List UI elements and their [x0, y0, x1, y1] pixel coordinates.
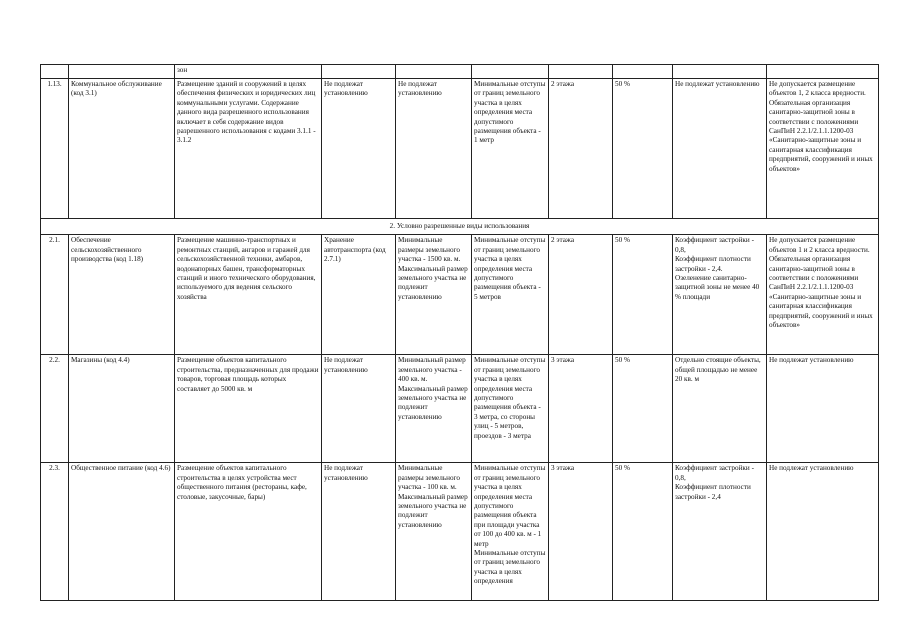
table-row-top — [41, 65, 879, 79]
cell-use-name: Коммунальное обслуживание (код 3.1) — [69, 79, 175, 219]
cell-use-description: Размещение зданий и сооружений в целях обеспечения физических и юридических лиц коммунальными услугами. Содержание данного вида разрешенного использования включает в себя содержание видов разрешенного использования с кодами 3.1.1 - 3.1.2 — [175, 79, 322, 219]
cell-number: 2.2. — [41, 355, 69, 463]
cell-setbacks: Минимальные отступы от границ земельного участка в целях определения места допустимого размещения объекта при площади участка от 100 до 400 кв. м - 1 метр Минимальные отступы от границ земельного участка в целях определения — [472, 463, 549, 601]
cell-auxiliary-use: Хранение автотранспорта (код 2.7.1) — [322, 235, 396, 355]
cell-setbacks: Минимальные отступы от границ земельного участка в целях определения места допустимого размещения объекта - 3 метра, со стороны улиц - 5 метров, проездов - 3 метра — [472, 355, 549, 463]
cell-use-name: Обеспечение сельскохозяйственного производства (код 1.18) — [69, 235, 175, 355]
cell-desc: зон — [175, 65, 322, 79]
cell-setbacks: Минимальные отступы от границ земельного участка в целях определения места допустимого размещения объекта - 1 метр — [472, 79, 549, 219]
cell-use-description: Размещение объектов капитального строительства в целях устройства мест общественного питания (рестораны, кафе, столовые, закусочные, бары) — [175, 463, 322, 601]
table-row-2-1 — [41, 235, 879, 355]
cell-auxiliary-use: Не подлежат установлению — [322, 355, 396, 463]
cell-use-name: Общественное питание (код 4.6) — [69, 463, 175, 601]
cell-plot-size: Минимальные размеры земельного участка - 100 кв. м. Максимальный размер земельного участка не подлежит установлению — [396, 463, 472, 601]
cell-restrictions: Не допускается размещение объектов 1, 2 класса вредности. Обязательная организация санитарно-защитной зоны в соответствии с положениями СанПиН 2.2.1/2.1.1.1200-03 «Санитарно-защитные зоны и санитарная классификация предприятий, сооружений и иных объектов» — [767, 79, 879, 219]
cell-use-description: Размещение машинно-транспортных и ремонтных станций, ангаров и гаражей для сельскохозяйственной техники, амбаров, водонапорных башен, трансформаторных станций и иного технического оборудования, используемого для ведения сельского хозяйства — [175, 235, 322, 355]
cell-coverage-percent: 50 % — [613, 235, 673, 355]
table-row-2-2 — [41, 355, 879, 463]
section-header-row — [41, 219, 879, 235]
cell-use-description: Размещение объектов капитального строительства, предназначенных для продажи товаров, торговая площадь которых составляет до 5000 кв. м — [175, 355, 322, 463]
cell-other-params: Отдельно стоящие объекты, общей площадью не менее 20 кв. м — [673, 355, 767, 463]
cell-other-params: Коэффициент застройки - 0,8, Коэффициент плотности застройки - 2,4. Озеленение санитарно-защитной зоны не менее 40 % площади — [673, 235, 767, 355]
cell-restrictions: Не допускается размещение объектов 1 и 2 класса вредности. Обязательная организация санитарно-защитной зоны в соответствии с положениями СанПиН 2.2.1/2.1.1.1200-03 «Санитарно-защитные зоны и санитарная классификация предприятий, сооружений и иных объектов» — [767, 235, 879, 355]
cell-plot-size: Минимальные размеры земельного участка - 1500 кв. м. Максимальный размер земельного участка не подлежит установлению — [396, 235, 472, 355]
cell-use-name: Магазины (код 4.4) — [69, 355, 175, 463]
cell-plot-size: Не подлежат установлению — [396, 79, 472, 219]
cell-coverage-percent: 50 % — [613, 463, 673, 601]
cell-restrictions: Не подлежат установлению — [767, 463, 879, 601]
table-row-2-3 — [41, 463, 879, 601]
section-title: 2. Условно разрешенные виды использования — [41, 219, 879, 235]
cell-other-params: Не подлежат установлению — [673, 79, 767, 219]
cell-auxiliary-use: Не подлежат установлению — [322, 463, 396, 601]
table-row-1-13 — [41, 79, 879, 219]
cell-number: 2.3. — [41, 463, 69, 601]
cell-coverage-percent: 50 % — [613, 79, 673, 219]
cell-floors: 3 этажа — [549, 463, 613, 601]
cell-restrictions: Не подлежат установлению — [767, 355, 879, 463]
cell-setbacks: Минимальные отступы от границ земельного участка в целях определения места допустимого размещения объекта - 5 метров — [472, 235, 549, 355]
cell-coverage-percent: 50 % — [613, 355, 673, 463]
zoning-table — [40, 64, 879, 601]
cell-number: 1.13. — [41, 79, 69, 219]
cell-number: 2.1. — [41, 235, 69, 355]
cell-floors: 3 этажа — [549, 355, 613, 463]
cell-floors: 2 этажа — [549, 235, 613, 355]
cell-auxiliary-use: Не подлежат установлению — [322, 79, 396, 219]
cell-other-params: Коэффициент застройки - 0,8, Коэффициент плотности застройки - 2,4 — [673, 463, 767, 601]
cell-plot-size: Минимальный размер земельного участка - 400 кв. м. Максимальный размер земельного участка не подлежит установлению — [396, 355, 472, 463]
cell-floors: 2 этажа — [549, 79, 613, 219]
